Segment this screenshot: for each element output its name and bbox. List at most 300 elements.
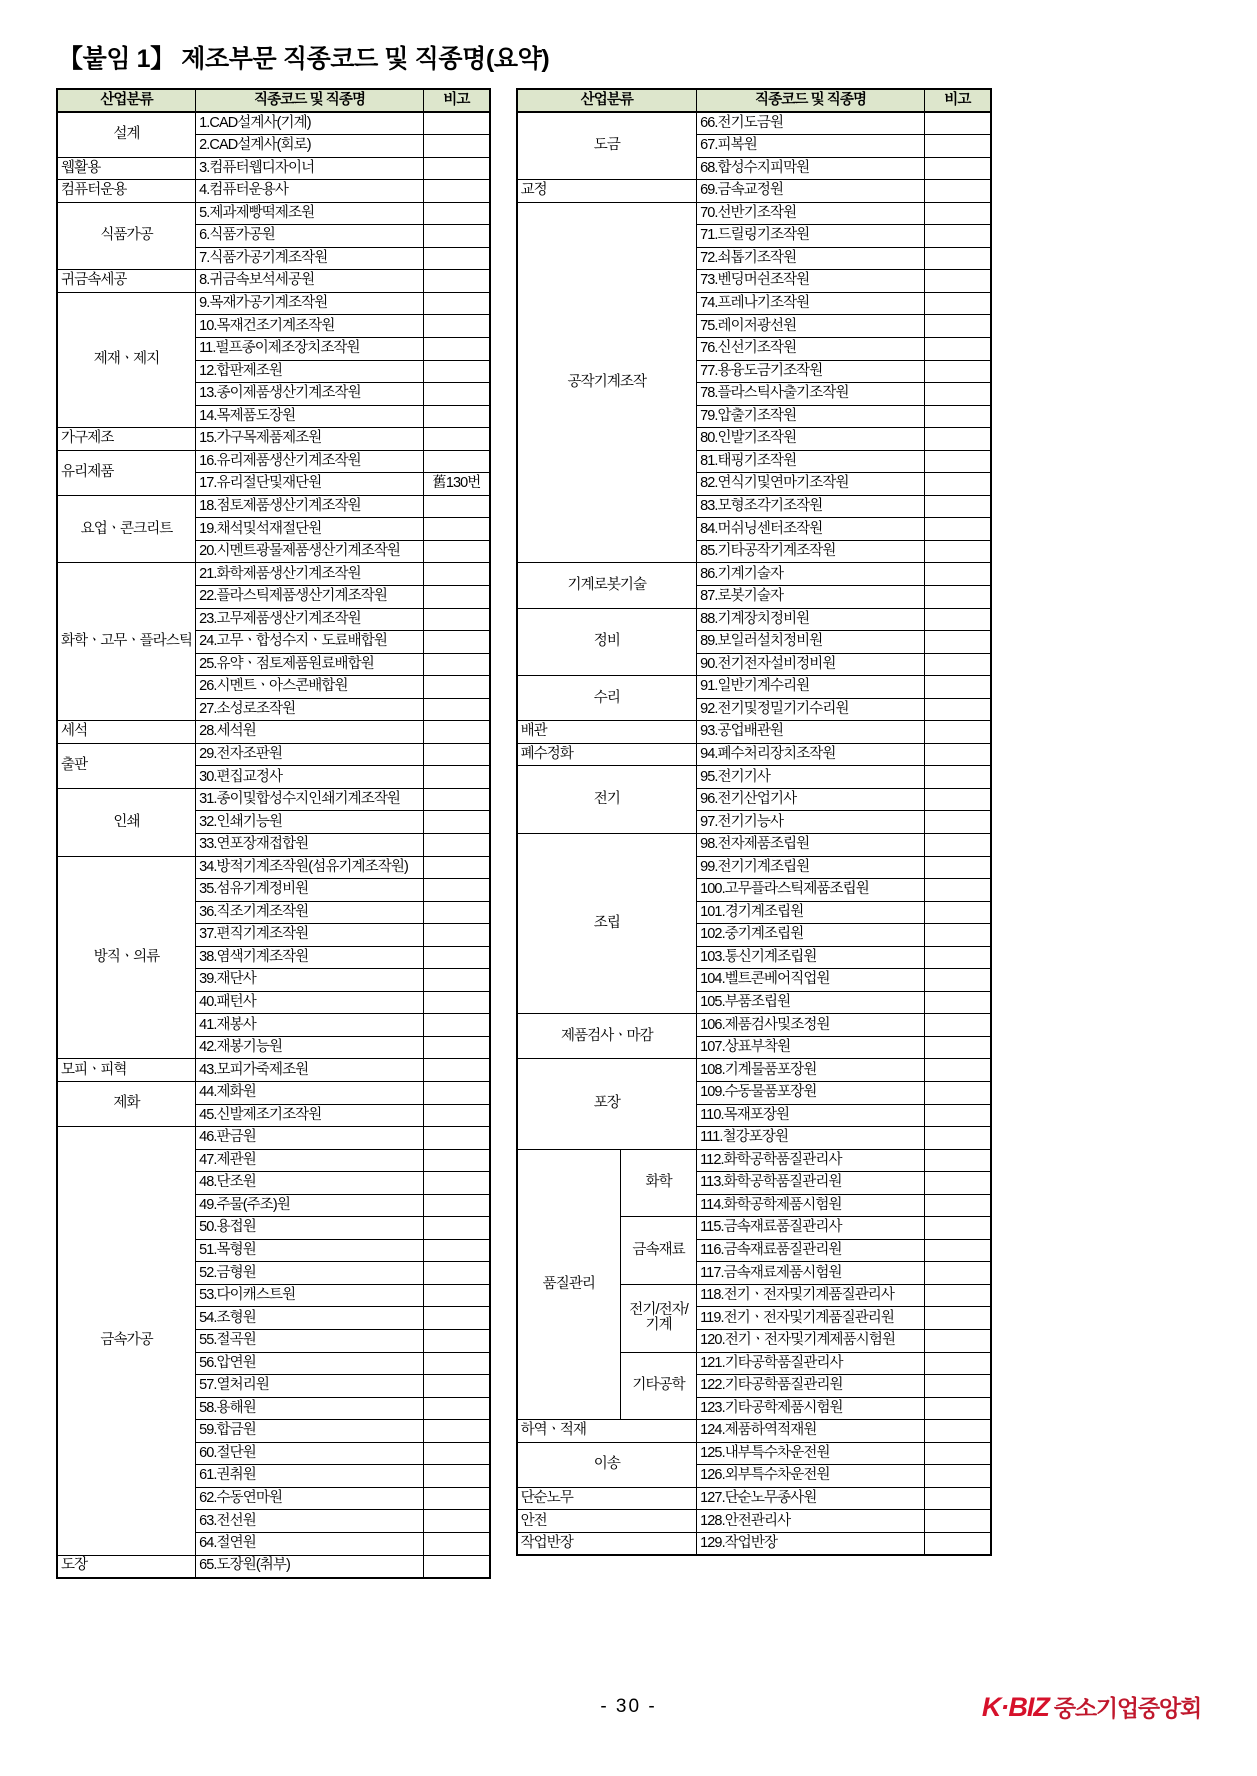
job-name-cell: 122.기타공학품질관리원 [697, 1375, 925, 1398]
job-name-cell: 94.폐수처리장치조작원 [697, 743, 925, 766]
kbiz-logo-mark: K·BIZ [981, 1692, 1049, 1722]
job-name-cell: 107.상표부착원 [697, 1036, 925, 1059]
table-row [57, 1555, 490, 1578]
note-cell [925, 1532, 991, 1555]
category-cell: 교정 [517, 180, 697, 203]
job-name-cell: 47.제관원 [196, 1149, 424, 1172]
table-row [57, 428, 490, 451]
job-name-cell: 116.금속재료품질관리원 [697, 1239, 925, 1262]
category-cell: 포장 [517, 1059, 697, 1149]
job-name-cell: 93.공업배관원 [697, 721, 925, 744]
job-name-cell: 2.CAD설계사(회로) [196, 135, 424, 158]
table-row [517, 180, 991, 203]
job-name-cell: 101.경기계조립원 [697, 901, 925, 924]
job-name-cell: 69.금속교정원 [697, 180, 925, 203]
note-cell [424, 1397, 490, 1420]
table-row [517, 1149, 991, 1172]
note-cell [925, 1352, 991, 1375]
job-name-cell: 12.합판제조원 [196, 360, 424, 383]
job-name-cell: 24.고무ㆍ합성수지ㆍ도료배합원 [196, 631, 424, 654]
job-name-cell: 85.기타공작기계조작원 [697, 540, 925, 563]
note-cell [424, 698, 490, 721]
job-name-cell: 98.전자제품조립원 [697, 834, 925, 857]
category-cell: 방직ㆍ의류 [57, 856, 196, 1059]
table-row [517, 1510, 991, 1533]
note-cell: 舊130번 [424, 473, 490, 496]
category-cell: 출판 [57, 743, 196, 788]
note-cell [424, 924, 490, 947]
note-cell [424, 1465, 490, 1488]
note-cell [424, 969, 490, 992]
category-cell: 하역ㆍ적재 [517, 1420, 697, 1443]
job-name-cell: 31.종이및합성수지인쇄기계조작원 [196, 788, 424, 811]
job-name-cell: 36.직조기계조작원 [196, 901, 424, 924]
note-cell [925, 1262, 991, 1285]
note-cell [925, 811, 991, 834]
note-cell [424, 879, 490, 902]
note-cell [925, 1330, 991, 1353]
table-row [57, 1082, 490, 1105]
note-cell [424, 1059, 490, 1082]
job-name-cell: 68.합성수지피막원 [697, 157, 925, 180]
job-name-cell: 103.통신기계조립원 [697, 946, 925, 969]
header-job: 직종코드 및 직종명 [697, 89, 925, 112]
job-name-cell: 95.전기기사 [697, 766, 925, 789]
category-cell: 조립 [517, 834, 697, 1014]
category-cell: 금속가공 [57, 1127, 196, 1555]
table-row [517, 1420, 991, 1443]
note-cell [925, 631, 991, 654]
note-cell [925, 405, 991, 428]
category-cell: 가구제조 [57, 428, 196, 451]
header-job: 직종코드 및 직종명 [196, 89, 424, 112]
job-name-cell: 91.일반기계수리원 [697, 676, 925, 699]
note-cell [925, 1172, 991, 1195]
category-cell: 식품가공 [57, 202, 196, 270]
category-cell: 요업ㆍ콘크리트 [57, 495, 196, 563]
job-name-cell: 115.금속재료품질관리사 [697, 1217, 925, 1240]
table-row [57, 292, 490, 315]
note-cell [925, 1217, 991, 1240]
job-name-cell: 79.압출기조작원 [697, 405, 925, 428]
note-cell [925, 428, 991, 451]
category-cell: 단순노무 [517, 1487, 697, 1510]
job-name-cell: 10.목재건조기계조작원 [196, 315, 424, 338]
job-name-cell: 48.단조원 [196, 1172, 424, 1195]
category-cell: 설계 [57, 112, 196, 157]
note-cell [925, 315, 991, 338]
right-table-header [517, 89, 991, 112]
note-cell [424, 834, 490, 857]
job-name-cell: 4.컴퓨터운용사 [196, 180, 424, 203]
category-cell: 유리제품 [57, 450, 196, 495]
note-cell [424, 405, 490, 428]
note-cell [424, 811, 490, 834]
note-cell [424, 157, 490, 180]
note-cell [424, 247, 490, 270]
note-cell [925, 585, 991, 608]
header-category: 산업분류 [57, 89, 196, 112]
job-name-cell: 70.선반기조작원 [697, 202, 925, 225]
job-name-cell: 42.재봉기능원 [196, 1036, 424, 1059]
note-cell [925, 292, 991, 315]
note-cell [925, 202, 991, 225]
job-name-cell: 66.전기도금원 [697, 112, 925, 135]
job-name-cell: 78.플라스틱사출기조작원 [697, 383, 925, 406]
note-cell [424, 1487, 490, 1510]
job-name-cell: 74.프레나기조작원 [697, 292, 925, 315]
job-name-cell: 56.압연원 [196, 1352, 424, 1375]
note-cell [424, 1307, 490, 1330]
note-cell [925, 901, 991, 924]
category-cell: 전기 [517, 766, 697, 834]
job-name-cell: 118.전기ㆍ전자및기계품질관리사 [697, 1284, 925, 1307]
job-name-cell: 11.펄프종이제조장치조작원 [196, 337, 424, 360]
note-cell [424, 1555, 490, 1578]
table-row [517, 202, 991, 225]
note-cell [424, 383, 490, 406]
job-name-cell: 72.쇠톱기조작원 [697, 247, 925, 270]
table-row [517, 1532, 991, 1555]
note-cell [424, 1330, 490, 1353]
job-name-cell: 64.절연원 [196, 1532, 424, 1555]
table-row [57, 450, 490, 473]
note-cell [925, 1194, 991, 1217]
note-cell [424, 135, 490, 158]
table-row [57, 856, 490, 879]
kbiz-logo [982, 1690, 1201, 1723]
job-name-cell: 46.판금원 [196, 1127, 424, 1150]
job-name-cell: 53.다이캐스트원 [196, 1284, 424, 1307]
note-cell [925, 1104, 991, 1127]
job-name-cell: 87.로봇기술자 [697, 585, 925, 608]
job-name-cell: 37.편직기계조작원 [196, 924, 424, 947]
note-cell [925, 788, 991, 811]
job-name-cell: 59.합금원 [196, 1420, 424, 1443]
job-name-cell: 38.염색기계조작원 [196, 946, 424, 969]
job-name-cell: 92.전기및정밀기기수리원 [697, 698, 925, 721]
table-row [517, 766, 991, 789]
job-name-cell: 17.유리절단및재단원 [196, 473, 424, 496]
category-cell: 귀금속세공 [57, 270, 196, 293]
note-cell [925, 540, 991, 563]
job-name-cell: 83.모형조각기조작원 [697, 495, 925, 518]
note-cell [424, 1149, 490, 1172]
job-name-cell: 97.전기기능사 [697, 811, 925, 834]
note-cell [424, 1104, 490, 1127]
note-cell [925, 1487, 991, 1510]
job-name-cell: 19.채석및석재절단원 [196, 518, 424, 541]
job-name-cell: 73.벤딩머쉰조작원 [697, 270, 925, 293]
job-name-cell: 49.주물(주조)원 [196, 1194, 424, 1217]
job-name-cell: 125.내부특수차운전원 [697, 1442, 925, 1465]
category-cell: 수리 [517, 676, 697, 721]
note-cell [925, 270, 991, 293]
note-cell [925, 834, 991, 857]
note-cell [424, 495, 490, 518]
note-cell [925, 1036, 991, 1059]
job-name-cell: 96.전기산업기사 [697, 788, 925, 811]
note-cell [925, 1442, 991, 1465]
category-cell: 모피ㆍ피혁 [57, 1059, 196, 1082]
job-name-cell: 120.전기ㆍ전자및기계제품시험원 [697, 1330, 925, 1353]
note-cell [424, 1172, 490, 1195]
job-name-cell: 21.화학제품생산기계조작원 [196, 563, 424, 586]
table-row [517, 1014, 991, 1037]
job-name-cell: 89.보일러설치정비원 [697, 631, 925, 654]
job-name-cell: 128.안전관리사 [697, 1510, 925, 1533]
note-cell [925, 743, 991, 766]
note-cell [424, 540, 490, 563]
job-name-cell: 119.전기ㆍ전자및기계품질관리원 [697, 1307, 925, 1330]
note-cell [424, 901, 490, 924]
note-cell [925, 1149, 991, 1172]
table-row [57, 157, 490, 180]
job-name-cell: 106.제품검사및조정원 [697, 1014, 925, 1037]
note-cell [925, 676, 991, 699]
category-cell: 기계로봇기술 [517, 563, 697, 608]
left-table-body [57, 112, 490, 1578]
job-name-cell: 82.연식기및연마기조작원 [697, 473, 925, 496]
note-cell [424, 788, 490, 811]
note-cell [925, 653, 991, 676]
job-name-cell: 58.용해원 [196, 1397, 424, 1420]
note-cell [424, 225, 490, 248]
category-cell: 세석 [57, 721, 196, 744]
category-cell: 작업반장 [517, 1532, 697, 1555]
job-name-cell: 41.재봉사 [196, 1014, 424, 1037]
job-name-cell: 108.기계물품포장원 [697, 1059, 925, 1082]
note-cell [925, 1307, 991, 1330]
job-name-cell: 3.컴퓨터웹디자이너 [196, 157, 424, 180]
category-cell: 도금 [517, 112, 697, 180]
note-cell [925, 360, 991, 383]
note-cell [925, 563, 991, 586]
job-name-cell: 65.도장원(취부) [196, 1555, 424, 1578]
category-cell: 인쇄 [57, 788, 196, 856]
job-name-cell: 44.제화원 [196, 1082, 424, 1105]
job-name-cell: 54.조형원 [196, 1307, 424, 1330]
note-cell [424, 1194, 490, 1217]
job-name-cell: 76.신선기조작원 [697, 337, 925, 360]
note-cell [925, 721, 991, 744]
job-name-cell: 34.방적기계조작원(섬유기계조작원) [196, 856, 424, 879]
job-name-cell: 111.철강포장원 [697, 1127, 925, 1150]
note-cell [424, 180, 490, 203]
note-cell [424, 1262, 490, 1285]
table-row [57, 1127, 490, 1150]
note-cell [424, 1239, 490, 1262]
note-cell [424, 585, 490, 608]
table-row [517, 112, 991, 135]
note-cell [925, 608, 991, 631]
note-cell [424, 608, 490, 631]
note-cell [424, 202, 490, 225]
note-cell [925, 856, 991, 879]
job-name-cell: 90.전기전자설비정비원 [697, 653, 925, 676]
left-job-code-table [56, 88, 491, 1579]
job-name-cell: 63.전선원 [196, 1510, 424, 1533]
note-cell [925, 180, 991, 203]
table-row [57, 180, 490, 203]
job-name-cell: 114.화학공학제품시험원 [697, 1194, 925, 1217]
note-cell [925, 1059, 991, 1082]
job-name-cell: 121.기타공학품질관리사 [697, 1352, 925, 1375]
job-name-cell: 40.패턴사 [196, 991, 424, 1014]
header-row [57, 89, 490, 112]
note-cell [424, 112, 490, 135]
note-cell [424, 1532, 490, 1555]
note-cell [424, 1014, 490, 1037]
table-row [57, 112, 490, 135]
note-cell [424, 1442, 490, 1465]
category-cell: 안전 [517, 1510, 697, 1533]
job-name-cell: 23.고무제품생산기계조작원 [196, 608, 424, 631]
job-name-cell: 100.고무플라스틱제품조립원 [697, 879, 925, 902]
note-cell [925, 383, 991, 406]
note-cell [424, 1420, 490, 1443]
table-row [517, 608, 991, 631]
table-row [517, 743, 991, 766]
note-cell [424, 563, 490, 586]
header-note: 비고 [424, 89, 490, 112]
page-number: - 30 - [600, 1696, 657, 1717]
category-cell: 배관 [517, 721, 697, 744]
job-name-cell: 112.화학공학품질관리사 [697, 1149, 925, 1172]
job-name-cell: 88.기계장치정비원 [697, 608, 925, 631]
category-cell: 공작기계조작 [517, 202, 697, 563]
note-cell [424, 1127, 490, 1150]
job-name-cell: 71.드릴링기조작원 [697, 225, 925, 248]
table-row [57, 788, 490, 811]
job-name-cell: 86.기계기술자 [697, 563, 925, 586]
table-row [517, 1059, 991, 1082]
job-name-cell: 113.화학공학품질관리원 [697, 1172, 925, 1195]
category-cell: 품질관리 [517, 1149, 621, 1420]
note-cell [925, 1510, 991, 1533]
table-row [57, 270, 490, 293]
note-cell [925, 924, 991, 947]
table-row [517, 1442, 991, 1465]
job-name-cell: 5.제과제빵떡제조원 [196, 202, 424, 225]
job-name-cell: 25.유약ㆍ점토제품원료배합원 [196, 653, 424, 676]
note-cell [424, 1036, 490, 1059]
job-name-cell: 32.인쇄기능원 [196, 811, 424, 834]
job-name-cell: 104.벨트콘베어직업원 [697, 969, 925, 992]
subcategory-cell: 화학 [621, 1149, 697, 1217]
note-cell [424, 450, 490, 473]
note-cell [925, 1397, 991, 1420]
table-row [57, 1059, 490, 1082]
note-cell [424, 631, 490, 654]
note-cell [424, 518, 490, 541]
job-name-cell: 35.섬유기계정비원 [196, 879, 424, 902]
job-name-cell: 33.연포장재접합원 [196, 834, 424, 857]
table-row [517, 676, 991, 699]
job-name-cell: 1.CAD설계사(기계) [196, 112, 424, 135]
job-name-cell: 15.가구목제품제조원 [196, 428, 424, 451]
note-cell [424, 270, 490, 293]
left-table-header [57, 89, 490, 112]
category-cell: 도장 [57, 1555, 196, 1578]
note-cell [925, 225, 991, 248]
note-cell [424, 1082, 490, 1105]
note-cell [424, 1352, 490, 1375]
note-cell [424, 856, 490, 879]
note-cell [424, 1510, 490, 1533]
note-cell [424, 946, 490, 969]
note-cell [925, 112, 991, 135]
job-name-cell: 84.머쉬닝센터조작원 [697, 518, 925, 541]
note-cell [925, 969, 991, 992]
note-cell [925, 1420, 991, 1443]
job-name-cell: 6.식품가공원 [196, 225, 424, 248]
job-name-cell: 110.목재포장원 [697, 1104, 925, 1127]
job-name-cell: 20.시멘트광물제품생산기계조작원 [196, 540, 424, 563]
note-cell [925, 247, 991, 270]
note-cell [424, 1284, 490, 1307]
category-cell: 웹활용 [57, 157, 196, 180]
job-name-cell: 62.수동연마원 [196, 1487, 424, 1510]
job-name-cell: 18.점토제품생산기계조작원 [196, 495, 424, 518]
job-name-cell: 123.기타공학제품시험원 [697, 1397, 925, 1420]
subcategory-cell: 금속재료 [621, 1217, 697, 1285]
category-cell: 컴퓨터운용 [57, 180, 196, 203]
note-cell [424, 653, 490, 676]
job-name-cell: 13.종이제품생산기계조작원 [196, 383, 424, 406]
job-name-cell: 16.유리제품생산기계조작원 [196, 450, 424, 473]
tables-container [56, 88, 1201, 1579]
note-cell [424, 721, 490, 744]
category-cell: 제재ㆍ제지 [57, 292, 196, 427]
category-cell: 이송 [517, 1442, 697, 1487]
table-row [517, 834, 991, 857]
note-cell [925, 473, 991, 496]
job-name-cell: 105.부품조립원 [697, 991, 925, 1014]
note-cell [424, 1217, 490, 1240]
job-name-cell: 60.절단원 [196, 1442, 424, 1465]
job-name-cell: 51.목형원 [196, 1239, 424, 1262]
note-cell [925, 991, 991, 1014]
table-row [57, 202, 490, 225]
job-name-cell: 126.외부특수차운전원 [697, 1465, 925, 1488]
note-cell [925, 1284, 991, 1307]
header-row [517, 89, 991, 112]
note-cell [424, 1375, 490, 1398]
note-cell [925, 1239, 991, 1262]
subcategory-cell: 전기/전자/ 기계 [621, 1284, 697, 1352]
note-cell [424, 766, 490, 789]
job-name-cell: 99.전기기계조립원 [697, 856, 925, 879]
note-cell [424, 991, 490, 1014]
note-cell [925, 450, 991, 473]
note-cell [925, 766, 991, 789]
job-name-cell: 127.단순노무종사원 [697, 1487, 925, 1510]
job-name-cell: 102.중기계조립원 [697, 924, 925, 947]
job-name-cell: 45.신발제조기조작원 [196, 1104, 424, 1127]
job-name-cell: 117.금속재료제품시험원 [697, 1262, 925, 1285]
category-cell: 제품검사ㆍ마감 [517, 1014, 697, 1059]
header-note: 비고 [925, 89, 991, 112]
job-name-cell: 55.절곡원 [196, 1330, 424, 1353]
job-name-cell: 7.식품가공기계조작원 [196, 247, 424, 270]
job-name-cell: 43.모피가죽제조원 [196, 1059, 424, 1082]
job-name-cell: 57.열처리원 [196, 1375, 424, 1398]
note-cell [424, 360, 490, 383]
note-cell [424, 676, 490, 699]
job-name-cell: 26.시멘트ㆍ아스콘배합원 [196, 676, 424, 699]
note-cell [925, 698, 991, 721]
